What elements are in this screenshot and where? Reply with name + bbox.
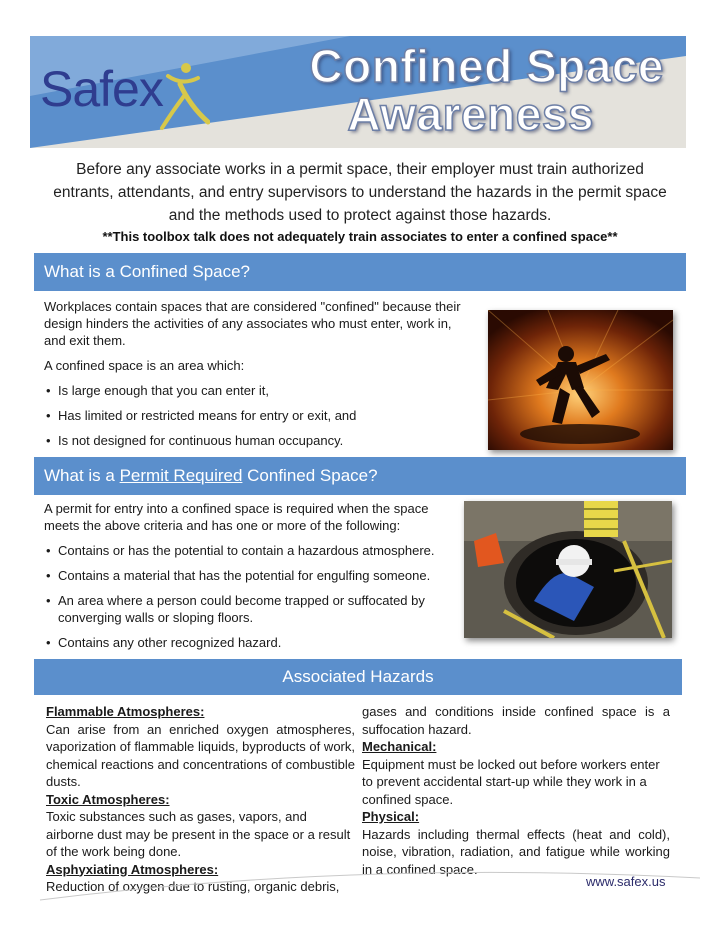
hazard-heading-mechanical: Mechanical:	[362, 739, 437, 754]
website-link[interactable]: www.safex.us	[586, 874, 666, 889]
section-heading-confined-space: What is a Confined Space?	[34, 253, 686, 291]
hazards-column-right	[362, 703, 670, 878]
header-banner	[30, 36, 686, 148]
hazard-text-toxic: Toxic substances such as gases, vapors, and airborne dust may be present in the space or a result of the work being done.	[46, 809, 351, 859]
hazard-text-mechanical: Equipment must be locked out before workers enter to prevent accidental start-up while they work in a confined space.	[362, 756, 660, 807]
page-title-line1: Confined Space	[309, 40, 664, 92]
training-warning: **This toolbox talk does not adequately train associates to enter a confined space**	[102, 229, 618, 244]
manhole-worker-image	[464, 501, 672, 638]
list-item: • Has limited or restricted means for entry or exit, and	[44, 407, 474, 424]
section-heading-associated-hazards: Associated Hazards	[34, 659, 682, 695]
hazard-text-flammable: Can arise from an enriched oxygen atmospheres, vaporization of flammable liquids, byproducts of work, chemical reactions and concentrations of combustible dusts.	[46, 721, 355, 789]
section2-bullet-list	[44, 542, 454, 651]
list-item: • Is not designed for continuous human occupancy.	[44, 432, 474, 449]
hazard-text-asphyxiating-continued: gases and conditions inside confined space is a suffocation hazard.	[362, 704, 670, 737]
hazard-text-asphyxiating: Reduction of oxygen due to rusting, organic debris,	[46, 879, 340, 894]
section1-paragraph: Workplaces contain spaces that are considered "confined" because their design hinders the activities of any associates who must enter, work in, and exit them.	[44, 299, 461, 348]
hazard-heading-toxic: Toxic Atmospheres:	[46, 791, 170, 807]
hazard-text-physical: Hazards including thermal effects (heat and cold), noise, vibration, radiation, and fatigue while working in a confined space.	[362, 826, 670, 877]
page-curl-decoration	[0, 860, 717, 937]
section1-lead: A confined space is an area which:	[44, 358, 245, 373]
photo-manhole-worker	[464, 501, 672, 638]
hazard-heading-physical: Physical:	[362, 809, 420, 824]
intro-paragraph: Before any associate works in a permit space, their employer must train authorized entrants, attendants, and entry supervisors to understand the hazards in the permit space and the methods used to protect against those hazards.	[53, 161, 667, 224]
section2-paragraph: A permit for entry into a confined space is required when the space meets the above criteria and has one or more of the following:	[44, 501, 429, 533]
section2-body	[44, 500, 454, 659]
section-heading-permit-required	[34, 457, 686, 495]
hazard-heading-flammable: Flammable Atmospheres:	[46, 704, 205, 719]
logo-wordmark: Safex	[40, 61, 163, 117]
section1-bullet-list	[44, 382, 474, 449]
section2-title-underlined: Permit Required	[119, 466, 243, 485]
section2-title-post: Confined Space?	[242, 466, 378, 485]
list-item: • An area where a person could become trapped or suffocated by converging walls or sloping floors.	[44, 592, 454, 626]
page-title-line2: Awareness	[347, 88, 594, 140]
photo-silhouette-worker	[488, 310, 673, 450]
section2-title-pre: What is a	[44, 466, 120, 485]
logo-figure-icon	[40, 56, 210, 136]
safex-logo	[40, 56, 210, 136]
list-item: • Is large enough that you can enter it,	[44, 382, 474, 399]
silhouette-worker-image	[488, 310, 673, 450]
list-item: • Contains or has the potential to contain a hazardous atmosphere.	[44, 542, 454, 559]
section1-body	[44, 298, 474, 457]
hazard-heading-asphyxiating: Asphyxiating Atmospheres:	[46, 861, 219, 877]
list-item: • Contains a material that has the potential for engulfing someone.	[44, 567, 454, 584]
list-item: • Contains any other recognized hazard.	[44, 634, 454, 651]
